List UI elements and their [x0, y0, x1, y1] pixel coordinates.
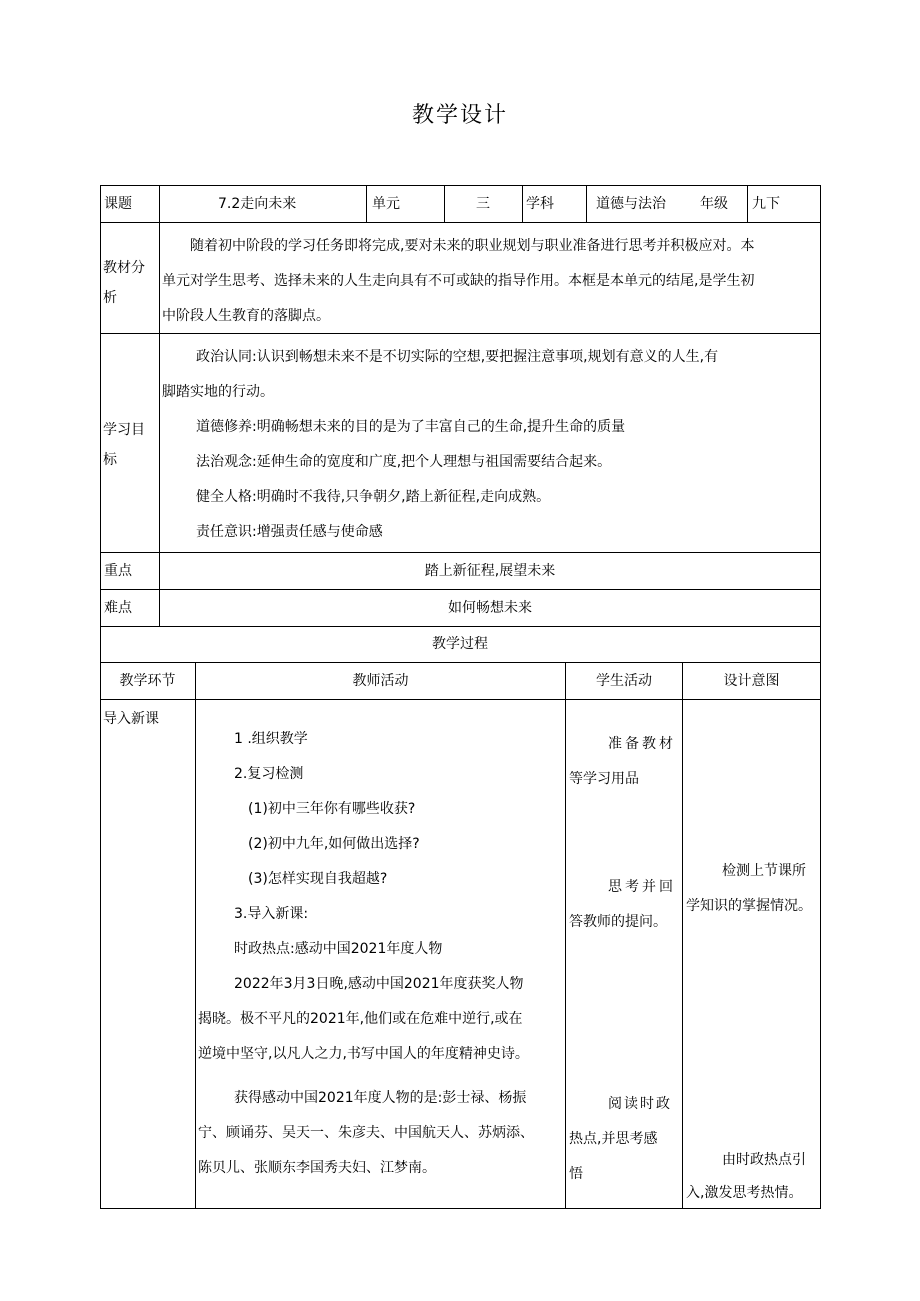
topic-value: 7.2走向未来	[218, 196, 297, 212]
col-teacher-header: 教师活动	[352, 673, 409, 689]
topic-label: 课题	[104, 196, 132, 212]
difficulty-value: 如何畅想未来	[448, 600, 532, 616]
difficulty-label: 难点	[104, 600, 132, 616]
subject-value: 道德与法治	[596, 196, 666, 212]
stage-label: 导入新课	[103, 711, 159, 727]
key-point-value: 踏上新征程,展望未来	[424, 563, 556, 579]
subject-label: 学科	[526, 196, 554, 212]
col-student-header: 学生活动	[596, 673, 652, 689]
col-stage-header: 教学环节	[119, 673, 176, 689]
analysis-label: 教材分 析	[103, 260, 145, 306]
unit-value: 三	[476, 196, 490, 212]
teacher-activity: 1 .组织教学 2.复习检测 (1)初中三年你有哪些收获? (2)初中九年,如何做出选择? (3)怎样实现自我超越? 3.导入新课: 时政热点:感动中国2021年度人物 2022年3月3日晚,感动中国2021年度获奖人物 揭晓。极不平凡的2021年,他们或在危难中逆行,或在 逆境中坚守,以凡人之力,书写中国人的年度精神史诗。 获得感动中国2021年度人物的是:彭士禄、杨振 宁、顾诵芬、吴天一、朱彦夫、中国航天人、苏炳添、 陈贝儿、张顺东李国秀夫妇、江梦南。	[198, 731, 534, 1176]
analysis-text: 随着初中阶段的学习任务即将完成,要对未来的职业规划与职业准备进行思考并积极应对。本 单元对学生思考、选择未来的人生走向具有不可或缺的指导作用。本框是本单元的结尾,是学生初 中阶段人生教育的落脚点。	[162, 238, 755, 324]
grade-value: 九下	[752, 196, 780, 212]
objectives-text: 政治认同:认识到畅想未来不是不切实际的空想,要把握注意事项,规划有意义的人生,有 脚踏实地的行动。 道德修养:明确畅想未来的目的是为了丰富自己的生命,提升生命的质量 法治观念:延伸生命的宽度和广度,把个人理想与祖国需要结合起来。 健全人格:明确时不我待,只争朝夕,踏上新征程,走向成熟。 责任意识:增强责任感与使命感	[162, 349, 719, 540]
process-header: 教学过程	[432, 636, 488, 652]
page-title: 教学设计	[411, 103, 508, 128]
col-intent-header: 设计意图	[723, 673, 780, 689]
objectives-label: 学习目 标	[103, 422, 145, 468]
unit-label: 单元	[372, 196, 400, 212]
grade-label: 年级	[700, 196, 728, 212]
key-point-label: 重点	[104, 563, 132, 579]
